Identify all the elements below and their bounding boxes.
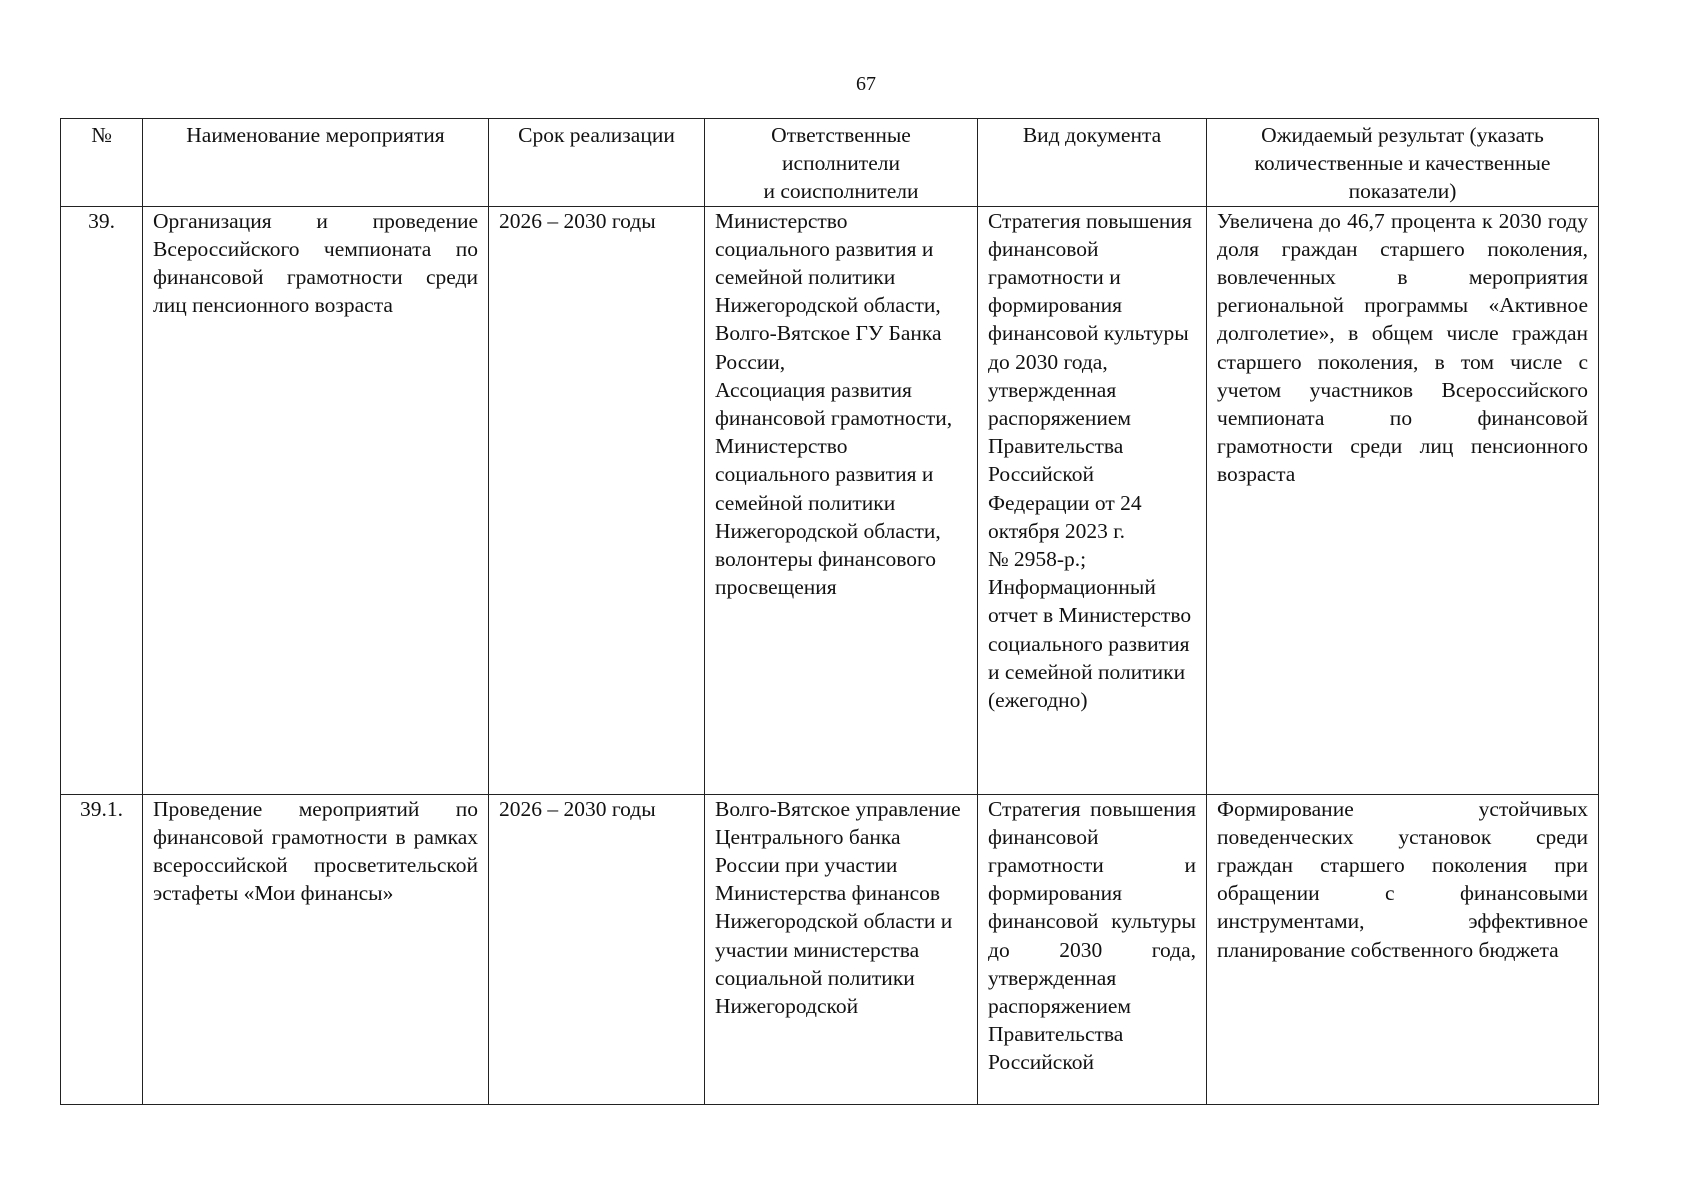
header-result: Ожидаемый результат (указать количественные и качественные показатели) [1207,119,1599,207]
responsible-executors-text: Волго-Вятское управление Центрального банка России при участии Министерства финансов Нижегородской области и участии министерства социальной политики Нижегородской [715,796,961,1019]
responsible-executors: Министерство социального развития и семейной политики Нижегородской области, Волго-Вятское ГУ Банка России, Ассоциация развития финансовой грамотности, Министерство социального развития и семейной политики Нижегородской области, волонтеры финансового просвещения [705,206,978,794]
implementation-term-text: 2026 – 2030 годы [499,796,656,821]
row-number-text: 39.1. [80,796,123,821]
table-row [61,794,1599,1104]
expected-result [1207,794,1599,1104]
activity-name: Организация и проведение Всероссийского чемпионата по финансовой грамотности среди лиц пенсионного возраста [143,206,489,794]
activity-name [143,794,489,1104]
expected-result: Увеличена до 46,7 процента к 2030 году доля граждан старшего поколения, вовлеченных в мероприятия региональной программы «Активное долголетие», в общем числе граждан старшего поколения, в том числе с учетом участников Всероссийского чемпионата по финансовой грамотности среди лиц пенсионного возраста [1207,206,1599,794]
header-term: Срок реализации [489,119,705,207]
header-num: № [61,119,143,207]
implementation-term: 2026 – 2030 годы [489,206,705,794]
responsible-executors [705,794,978,1104]
document-type: Стратегия повышения финансовой грамотности и формирования финансовой культуры до 2030 года, утвержденная распоряжением Правительства Российской Федерации от 24 октября 2023 г. № 2958-р.; Информационный отчет в Министерство социального развития и семейной политики (ежегодно) [978,206,1207,794]
activities-table [60,118,1599,1105]
implementation-term [489,794,705,1104]
header-responsible: Ответственные исполнители и соисполнители [705,119,978,207]
page-number: 67 [856,73,876,95]
document-type [978,794,1207,1104]
row-number [61,794,143,1104]
header-name: Наименование мероприятия [143,119,489,207]
document-type-text: Стратегия повышения финансовой грамотности и формирования финансовой культуры до 2030 года, утвержденная распоряжением Правительства Российской [988,796,1196,1075]
expected-result-text: Формирование устойчивых поведенческих установок среди граждан старшего поколения при обращении с финансовыми инструментами, эффективное планирование собственного бюджета [1217,796,1588,962]
activity-name-text: Проведение мероприятий по финансовой грамотности в рамках всероссийской просветительской эстафеты «Мои финансы» [153,796,478,906]
table-header-row [61,119,1599,207]
table-row [61,206,1599,794]
row-number: 39. [61,206,143,794]
header-doc-type: Вид документа [978,119,1207,207]
